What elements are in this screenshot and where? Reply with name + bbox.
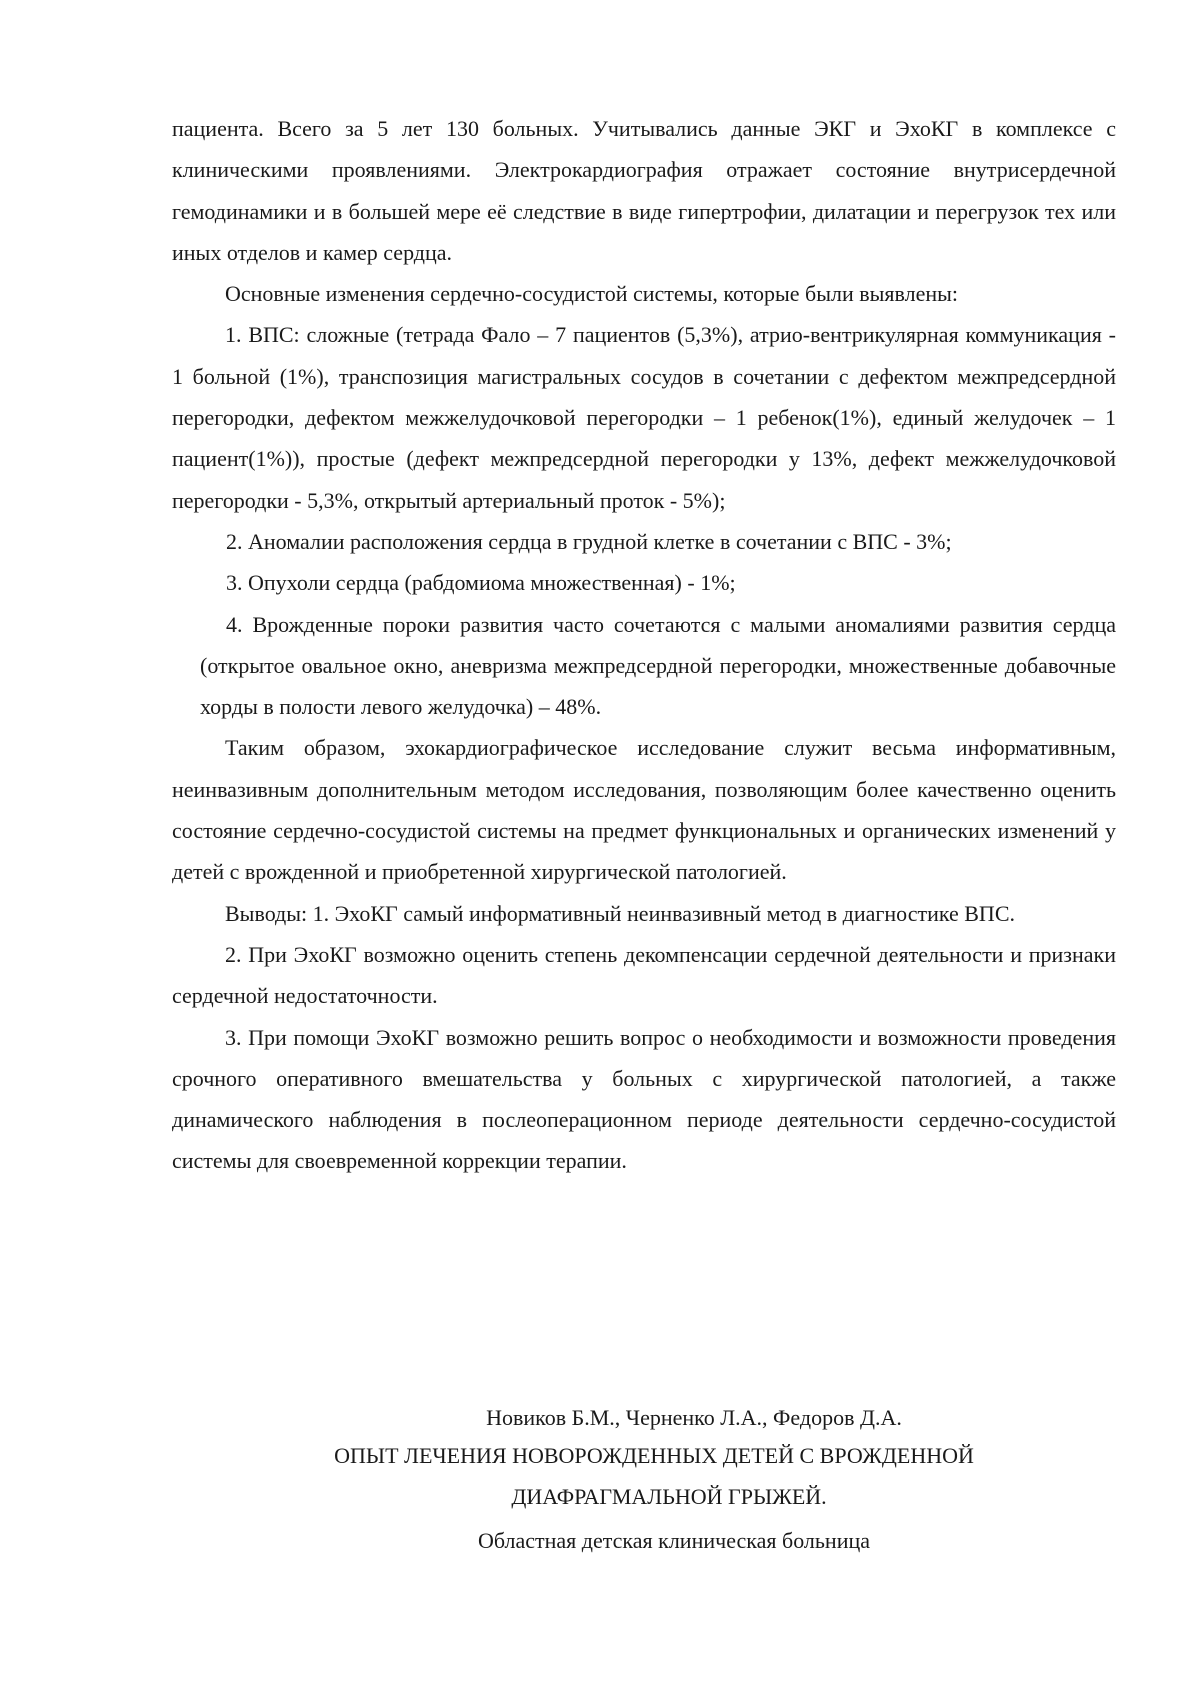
conclusion-item-2: 2. При ЭхоКГ возможно оценить степень декомпенсации сердечной деятельности и признаки сердечной недостаточности.	[172, 941, 1116, 1009]
article-title-line-1: ОПЫТ ЛЕЧЕНИЯ НОВОРОЖДЕННЫХ ДЕТЕЙ С ВРОЖДЕННОЙ	[334, 1443, 974, 1468]
article-body	[172, 108, 1116, 1182]
list-item-minor-anomalies: 4. Врожденные пороки развития часто сочетаются с малыми аномалиями развития сердца (открытое овальное окно, аневризма межпредсердной перегородки, множественные добавочные хорды в полости левого желудочка) – 48%.	[200, 611, 1116, 720]
article-title-line-2: ДИАФРАГМАЛЬНОЙ ГРЫЖЕЙ.	[511, 1484, 827, 1509]
paragraph-findings-intro: Основные изменения сердечно-сосудистой системы, которые были выявлены:	[225, 281, 959, 307]
list-item-tumors: 3. Опухоли сердца (рабдомиома множественная) - 1%;	[226, 570, 736, 596]
conclusion-item-1: Выводы: 1. ЭхоКГ самый информативный неинвазивный метод в диагностике ВПС.	[225, 900, 1015, 926]
conclusion-item-3: 3. При помощи ЭхоКГ возможно решить вопрос о необходимости и возможности проведения срочного оперативного вмешательства у больных с хирургической патологией, а также динамического наблюдения в послеоперационном периоде деятельности сердечно-сосудистой системы для своевременной коррекции терапии.	[172, 1024, 1116, 1174]
article-authors: Новиков Б.М., Черненко Л.А., Федоров Д.А.	[486, 1405, 902, 1430]
article-organization: Областная детская клиническая больница	[477, 1528, 871, 1553]
paragraph-patients-summary: пациента. Всего за 5 лет 130 больных. Учитывались данные ЭКГ и ЭхоКГ в комплексе с клиническими проявлениями. Электрокардиография отражает состояние внутрисердечной гемодинамики и в большей мере её следствие в виде гипертрофии, дилатации и перегрузок тех или иных отделов и камер сердца.	[172, 116, 1116, 265]
next-article-header	[172, 1400, 1116, 1559]
list-item-chd: 1. ВПС: сложные (тетрада Фало – 7 пациентов (5,3%), атрио-вентрикулярная коммуникация - 1 больной (1%), транспозиция магистральных сосудов в сочетании с дефектом межпредсердной перегородки, дефектом межжелудочковой перегородки – 1 ребенок(1%), единый желудочек – 1 пациент(1%)), простые (дефект межпредсердной перегородки у 13%, дефект межжелудочковой перегородки - 5,3%, открытый артериальный проток - 5%);	[172, 322, 1116, 513]
paragraph-conclusion: Таким образом, эхокардиографическое исследование служит весьма информативным, неинвазивным дополнительным методом исследования, позволяющим более качественно оценить состояние сердечно-сосудистой системы на предмет функциональных и органических изменений у детей с врожденной и приобретенной хирургической патологией.	[172, 735, 1116, 885]
list-item-position-anomalies: 2. Аномалии расположения сердца в грудной клетке в сочетании с ВПС - 3%;	[226, 528, 952, 554]
